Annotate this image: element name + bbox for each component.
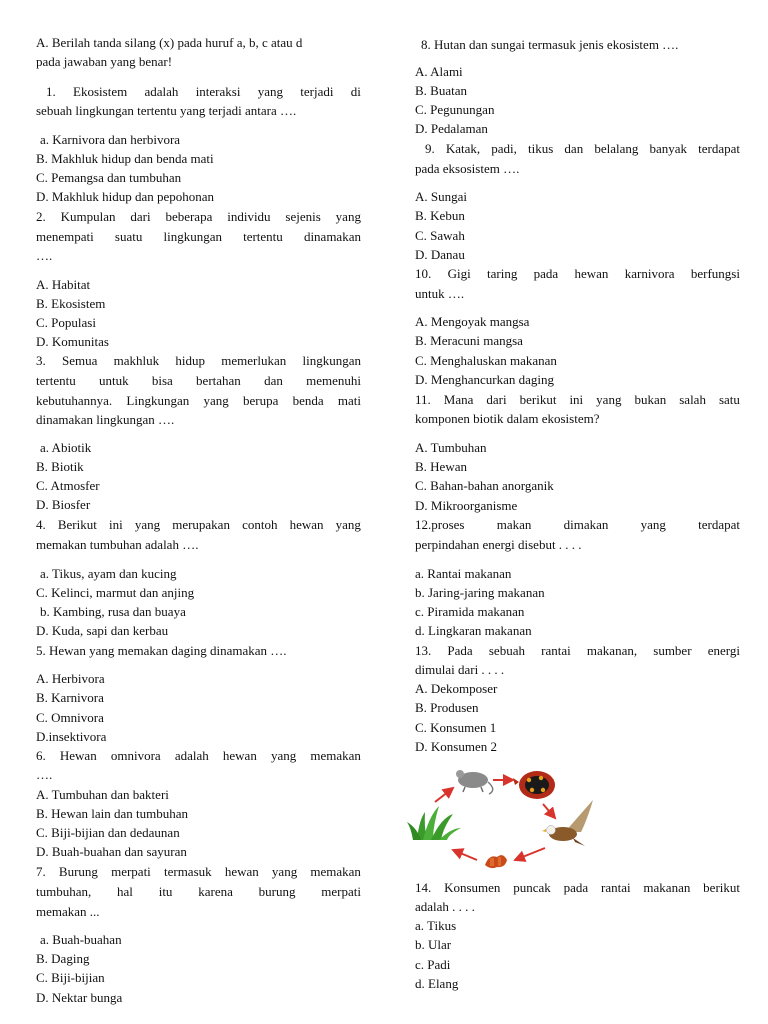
arrow-icon — [515, 848, 545, 860]
option-d[interactable]: D. Nektar bunga — [36, 990, 123, 1005]
eagle-icon — [542, 800, 593, 846]
option-d[interactable]: D. Buah-buahan dan sayuran — [36, 844, 187, 859]
option-c[interactable]: C. Pemangsa dan tumbuhan — [36, 170, 182, 185]
question-2-line: menempati suatu lingkungan tertentu dinamakan — [36, 229, 361, 244]
question-2-line: 2. Kumpulan dari beberapa individu sejenis yang — [36, 209, 361, 224]
option-b[interactable]: C. Kelinci, marmut dan anjing — [36, 585, 195, 600]
question-4-line: 4. Berikut ini yang merupakan contoh hewan yang — [36, 517, 361, 532]
option-d[interactable]: D. Makhluk hidup dan pepohonan — [36, 189, 215, 204]
question-10-line: 10. Gigi taring pada hewan karnivora berfungsi — [415, 266, 740, 281]
option-a[interactable]: A. Mengoyak mangsa — [415, 314, 530, 329]
option-b[interactable]: B. Meracuni mangsa — [415, 333, 523, 348]
option-d[interactable]: d. Lingkaran makanan — [415, 623, 532, 638]
option-c[interactable]: b. Kambing, rusa dan buaya — [40, 604, 186, 619]
option-a[interactable]: A. Tumbuhan — [415, 440, 487, 455]
question-9-line: pada eksosistem …. — [415, 161, 520, 176]
option-c[interactable]: C. Pegunungan — [415, 102, 495, 117]
question-11-line: komponen biotik dalam ekosistem? — [415, 411, 600, 426]
option-d[interactable]: d. Elang — [415, 976, 459, 991]
option-d[interactable]: D. Danau — [415, 247, 465, 262]
option-a[interactable]: A. Habitat — [36, 277, 91, 292]
option-a[interactable]: a. Karnivora dan herbivora — [40, 132, 181, 147]
question-6-line: 6. Hewan omnivora adalah hewan yang memakan — [36, 748, 361, 763]
question-8-line: 8. Hutan dan sungai termasuk jenis ekosistem …. — [421, 37, 679, 52]
option-b[interactable]: B. Kebun — [415, 208, 465, 223]
question-9-line: 9. Katak, padi, tikus dan belalang banyak terdapat — [425, 141, 740, 156]
instruction-line: A. Berilah tanda silang (x) pada huruf a, b, c atau d — [36, 35, 303, 50]
option-d[interactable]: D. Mikroorganisme — [415, 498, 518, 513]
question-7-line: memakan ... — [36, 904, 100, 919]
snake-icon — [513, 771, 555, 799]
option-b[interactable]: b. Ular — [415, 937, 452, 952]
option-c[interactable]: C. Biji-bijian — [36, 970, 105, 985]
arrow-icon — [435, 788, 453, 802]
option-d[interactable]: D. Pedalaman — [415, 121, 488, 136]
question-13-line: 13. Pada sebuah rantai makanan, sumber energi — [415, 643, 740, 658]
option-a[interactable]: A. Dekomposer — [415, 681, 498, 696]
question-7-line: tumbuhan, hal itu karena burung merpati — [36, 884, 361, 899]
question-10-line: untuk …. — [415, 286, 465, 301]
instruction-line: pada jawaban yang benar! — [36, 54, 173, 69]
option-b[interactable]: B. Biotik — [36, 459, 84, 474]
grass-icon — [407, 806, 461, 840]
option-c[interactable]: c. Padi — [415, 957, 451, 972]
option-b[interactable]: B. Produsen — [415, 700, 479, 715]
option-a[interactable]: A. Herbivora — [36, 671, 105, 686]
question-3-line: dinamakan lingkungan …. — [36, 412, 175, 427]
arrow-icon — [453, 850, 477, 860]
question-4-line: memakan tumbuhan adalah …. — [36, 537, 199, 552]
option-d[interactable]: D. Biosfer — [36, 497, 91, 512]
option-d[interactable]: D.insektivora — [36, 729, 107, 744]
decomposer-icon — [485, 855, 507, 868]
option-c[interactable]: C. Omnivora — [36, 710, 104, 725]
question-1-line: 1. Ekosistem adalah interaksi yang terjadi di — [46, 84, 361, 99]
question-3-line: tertentu untuk bisa bertahan dan memenuhi — [36, 373, 361, 388]
option-b[interactable]: b. Jaring-jaring makanan — [415, 585, 545, 600]
option-c[interactable]: C. Bahan-bahan anorganik — [415, 478, 554, 493]
option-c[interactable]: C. Sawah — [415, 228, 465, 243]
option-b[interactable]: B. Daging — [36, 951, 90, 966]
question-1-line: sebuah lingkungan tertentu yang terjadi antara …. — [36, 103, 297, 118]
option-c[interactable]: C. Populasi — [36, 315, 96, 330]
option-a[interactable]: a. Tikus — [415, 918, 457, 933]
option-a[interactable]: A. Tumbuhan dan bakteri — [36, 787, 169, 802]
question-14-line: 14. Konsumen puncak pada rantai makanan berikut — [415, 880, 740, 895]
mouse-icon — [456, 770, 493, 794]
question-5-line: 5. Hewan yang memakan daging dinamakan …. — [36, 643, 287, 658]
option-d[interactable]: D. Konsumen 2 — [415, 739, 497, 754]
option-a[interactable]: a. Buah-buahan — [40, 932, 122, 947]
option-b[interactable]: B. Ekosistem — [36, 296, 106, 311]
question-13-line: dimulai dari . . . . — [415, 662, 505, 677]
option-c[interactable]: C. Konsumen 1 — [415, 720, 497, 735]
option-a[interactable]: a. Tikus, ayam dan kucing — [40, 566, 177, 581]
question-11-line: 11. Mana dari berikut ini yang bukan salah satu — [415, 392, 740, 407]
question-12-line: 12.proses makan dimakan yang terdapat — [415, 517, 740, 532]
question-12-line: perpindahan energi disebut . . . . — [415, 537, 582, 552]
question-7-line: 7. Burung merpati termasuk hewan yang memakan — [36, 864, 361, 879]
question-14-line: adalah . . . . — [415, 899, 475, 914]
question-2-line: …. — [36, 248, 53, 263]
arrow-icon — [543, 804, 555, 818]
option-a[interactable]: a. Rantai makanan — [415, 566, 512, 581]
option-b[interactable]: B. Karnivora — [36, 690, 104, 705]
option-b[interactable]: B. Hewan — [415, 459, 467, 474]
question-3-line: 3. Semua makhluk hidup memerlukan lingkungan — [36, 353, 361, 368]
option-c[interactable]: C. Atmosfer — [36, 478, 100, 493]
option-c[interactable]: c. Piramida makanan — [415, 604, 525, 619]
option-d[interactable]: D. Kuda, sapi dan kerbau — [36, 623, 169, 638]
option-c[interactable]: C. Biji-bijian dan dedaunan — [36, 825, 180, 840]
option-a[interactable]: a. Abiotik — [40, 440, 92, 455]
question-3-line: kebutuhannya. Lingkungan yang berupa benda mati — [36, 393, 361, 408]
question-6-line: …. — [36, 767, 53, 782]
option-d[interactable]: D. Komunitas — [36, 334, 109, 349]
option-d[interactable]: D. Menghancurkan daging — [415, 372, 554, 387]
option-a[interactable]: A. Alami — [415, 64, 463, 79]
option-b[interactable]: B. Makhluk hidup dan benda mati — [36, 151, 214, 166]
option-a[interactable]: A. Sungai — [415, 189, 467, 204]
food-chain-diagram — [405, 760, 605, 875]
option-b[interactable]: B. Hewan lain dan tumbuhan — [36, 806, 188, 821]
option-c[interactable]: C. Menghaluskan makanan — [415, 353, 557, 368]
option-b[interactable]: B. Buatan — [415, 83, 467, 98]
